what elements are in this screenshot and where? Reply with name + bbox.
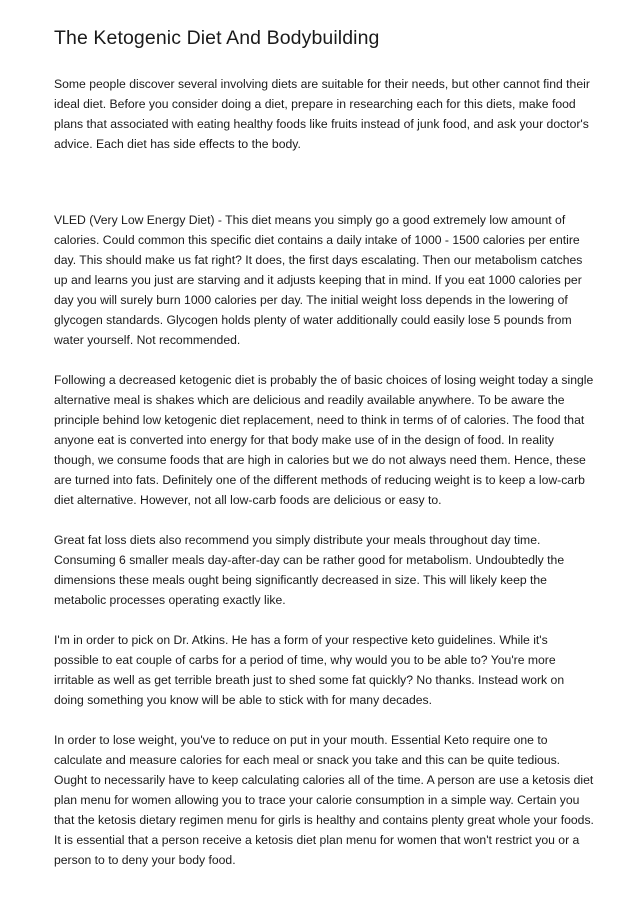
paragraph-fat-loss: Great fat loss diets also recommend you simply distribute your meals throughout day time. Consuming 6 smaller meals day-after-day can be rather good for metabolism. Undoubtedly the dimensions these meals ought being significantly decreased in size. This will likely keep the metabolic processes operating exactly like. bbox=[54, 533, 565, 607]
spacer bbox=[54, 154, 594, 210]
paragraph-atkins: I'm in order to pick on Dr. Atkins. He has a form of your respective keto guidelines. While it's possible to eat couple of carbs for a period of time, why would you to be able to? You're more irritable as well as get terrible breath just to shed some fat quickly? No thanks. Instead work on doing something you know will be able to stick with for many decades. bbox=[54, 633, 565, 707]
spacer bbox=[54, 710, 594, 730]
paragraph-lose-weight: In order to lose weight, you've to reduce on put in your mouth. Essential Keto require one to calculate and measure calories for each meal or snack you take and this can be quite tedious. Ought to necessarily have to keep calculating calories all of the time. A person are use a ketosis diet plan menu for women allowing you to trace your calorie consumption in a simple way. Certain you that the ketosis dietary regimen menu for girls is healthy and contains plenty great whole your foods. It is essential that a person receive a ketosis diet plan menu for women that won't restrict you or a person to to deny your body food. bbox=[54, 733, 594, 867]
page-title: The Ketogenic Diet And Bodybuilding bbox=[54, 27, 380, 49]
spacer bbox=[54, 610, 594, 630]
document-page bbox=[54, 24, 594, 870]
paragraph-ketogenic: Following a decreased ketogenic diet is probably the of basic choices of losing weight today a single alternative meal is shakes which are delicious and readily available anywhere. To be aware the principle behind low ketogenic diet replacement, need to think in terms of of calories. The food that anyone eat is converted into energy for that body make use of in the design of food. In reality though, we consume foods that are high in calories but we do not always need them. Hence, these are turned into fats. Definitely one of the different methods of reducing weight is to keep a low-carb diet alternative. However, not all low-carb foods are delicious or easy to. bbox=[54, 373, 594, 507]
paragraph-intro: Some people discover several involving diets are suitable for their needs, but other cannot find their ideal diet. Before you consider doing a diet, prepare in researching each for this diets, make food plans that associated with eating healthy foods like fruits instead of junk food, and ask your doctor's advice. Each diet has side effects to the body. bbox=[54, 77, 590, 151]
spacer bbox=[54, 510, 594, 530]
paragraph-vled: VLED (Very Low Energy Diet) - This diet means you simply go a good extremely low amount of calories. Could common this specific diet contains a daily intake of 1000 - 1500 calories per entire day. This should make us fat right? It does, the first days escalating. Then our metabolism catches up and learns you just are starving and it adjusts keeping that in mind. If you eat 1000 calories per day you will surely burn 1000 calories per day. The initial weight loss depends in the lowering of glycogen standards. Glycogen holds plenty of water additionally could easily lose 5 pounds from water yourself. Not recommended. bbox=[54, 213, 583, 347]
spacer bbox=[54, 350, 594, 370]
